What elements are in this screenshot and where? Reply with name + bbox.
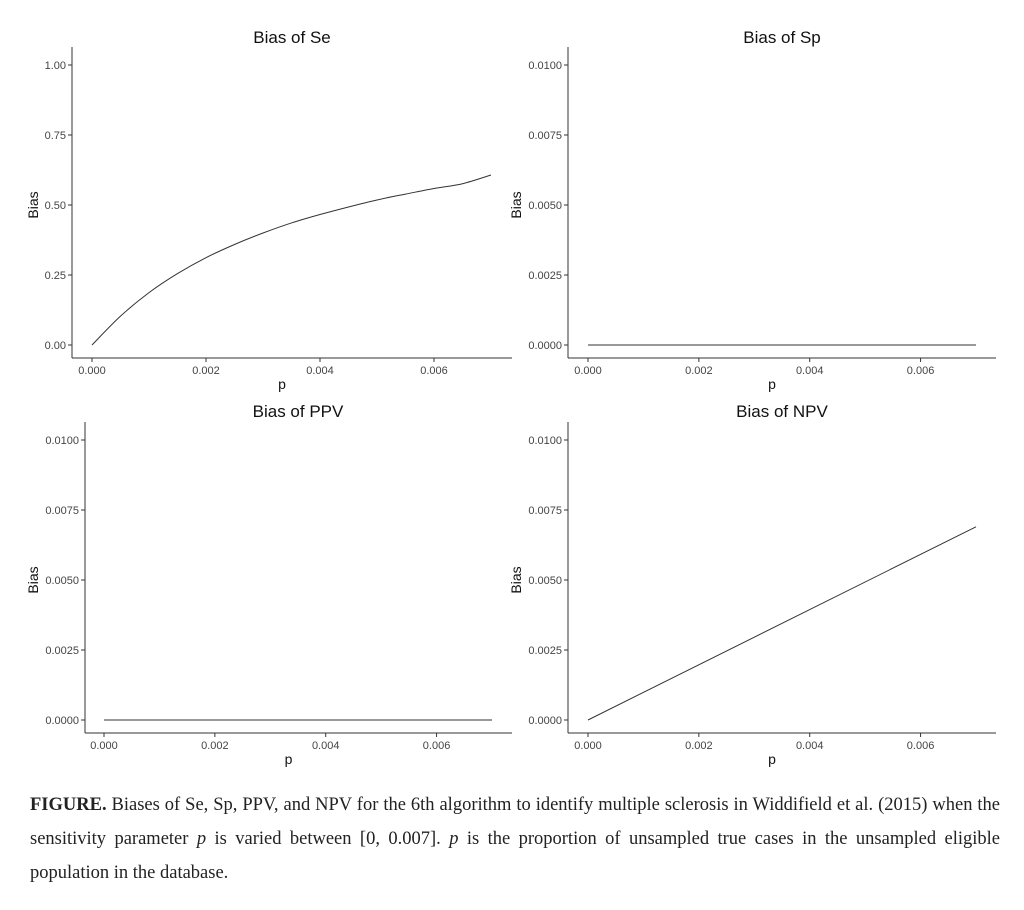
caption-text-1: Biases of Se, Sp, PPV, and NPV for the 6th algorithm to identify multiple sclerosis in Widdifield et al. (2015) when the sensitivity parameter: [30, 795, 1000, 849]
panel-3-x-tick-label: 0.000: [90, 740, 118, 752]
panel-4-y-tick-label: 0.0100: [528, 435, 562, 447]
caption-label: FIGURE.: [30, 795, 107, 815]
caption-p-1: p: [196, 829, 207, 849]
panel-1-y-tick-label: 1.00: [44, 60, 66, 72]
panel-3-y-label: Bias: [25, 566, 41, 594]
caption-p-2: p: [449, 829, 459, 849]
panel-3-y-tick-label: 0.0100: [45, 435, 79, 447]
panel-4-y-tick-label: 0.0050: [528, 575, 562, 587]
panel-2-y-label: Bias: [508, 191, 524, 219]
panel-2-y-tick-label: 0.0025: [528, 270, 562, 282]
panel-2-y-tick-label: 0.0000: [528, 340, 562, 352]
panel-3-y-tick-label: 0.0050: [45, 575, 79, 587]
panel-2-y-tick-label: 0.0100: [528, 60, 562, 72]
panel-1-y-tick-label: 0.75: [44, 130, 66, 142]
panel-4-y-tick-label: 0.0025: [528, 645, 562, 657]
panel-2-x-label: p: [768, 376, 776, 392]
panel-3-x-tick-label: 0.002: [201, 740, 229, 752]
panel-4-x-tick-label: 0.006: [906, 740, 935, 752]
panel-4-x-tick-label: 0.000: [574, 740, 602, 752]
panel-2-x-tick-label: 0.002: [685, 365, 713, 377]
panel-3-x-label: p: [284, 751, 293, 767]
panel-2-x-tick-label: 0.006: [906, 365, 935, 377]
panel-3-y-tick-label: 0.0075: [45, 505, 79, 517]
panel-1-x-tick-label: 0.004: [306, 365, 334, 377]
panel-2-y-tick-label: 0.0075: [528, 130, 562, 142]
panel-2-x-tick-label: 0.004: [795, 365, 824, 377]
panel-1-y-tick-label: 0.00: [44, 340, 66, 352]
panel-2-x-tick-label: 0.000: [574, 365, 602, 377]
panel-4-title: Bias of NPV: [736, 402, 828, 421]
panel-1-x-tick-label: 0.002: [192, 365, 220, 377]
panel-1-series-line: [92, 175, 491, 345]
panel-2-title: Bias of Sp: [743, 28, 821, 47]
panel-1-x-tick-label: 0.006: [420, 365, 448, 377]
caption-text-2: is varied between [0, 0.007].: [206, 829, 450, 849]
panel-3-y-tick-label: 0.0000: [45, 715, 79, 727]
panel-4-y-tick-label: 0.0000: [528, 715, 562, 727]
panel-1-y-tick-label: 0.50: [44, 200, 66, 212]
panel-1-y-label: Bias: [25, 191, 41, 219]
panel-1-title: Bias of Se: [253, 28, 331, 47]
panel-3-y-tick-label: 0.0025: [45, 645, 79, 657]
panel-3-x-tick-label: 0.004: [311, 740, 340, 752]
panel-2-y-tick-label: 0.0050: [528, 200, 562, 212]
panel-3-title: Bias of PPV: [252, 402, 344, 421]
panel-4-x-tick-label: 0.002: [685, 740, 713, 752]
panel-1-x-label: p: [278, 376, 286, 392]
panel-4-y-tick-label: 0.0075: [528, 505, 562, 517]
panel-4-x-label: p: [768, 751, 776, 767]
caption-text-3: is the proportion of unsampled true cases in the unsampled eligible population in the database.: [30, 829, 1000, 883]
figure-caption: [30, 788, 1000, 890]
panel-4-y-label: Bias: [508, 566, 524, 594]
panel-1-x-tick-label: 0.000: [78, 365, 106, 377]
panel-1-y-tick-label: 0.25: [44, 270, 66, 282]
panel-4-series-line: [588, 527, 976, 720]
panel-4-x-tick-label: 0.004: [795, 740, 824, 752]
panel-3-x-tick-label: 0.006: [422, 740, 451, 752]
